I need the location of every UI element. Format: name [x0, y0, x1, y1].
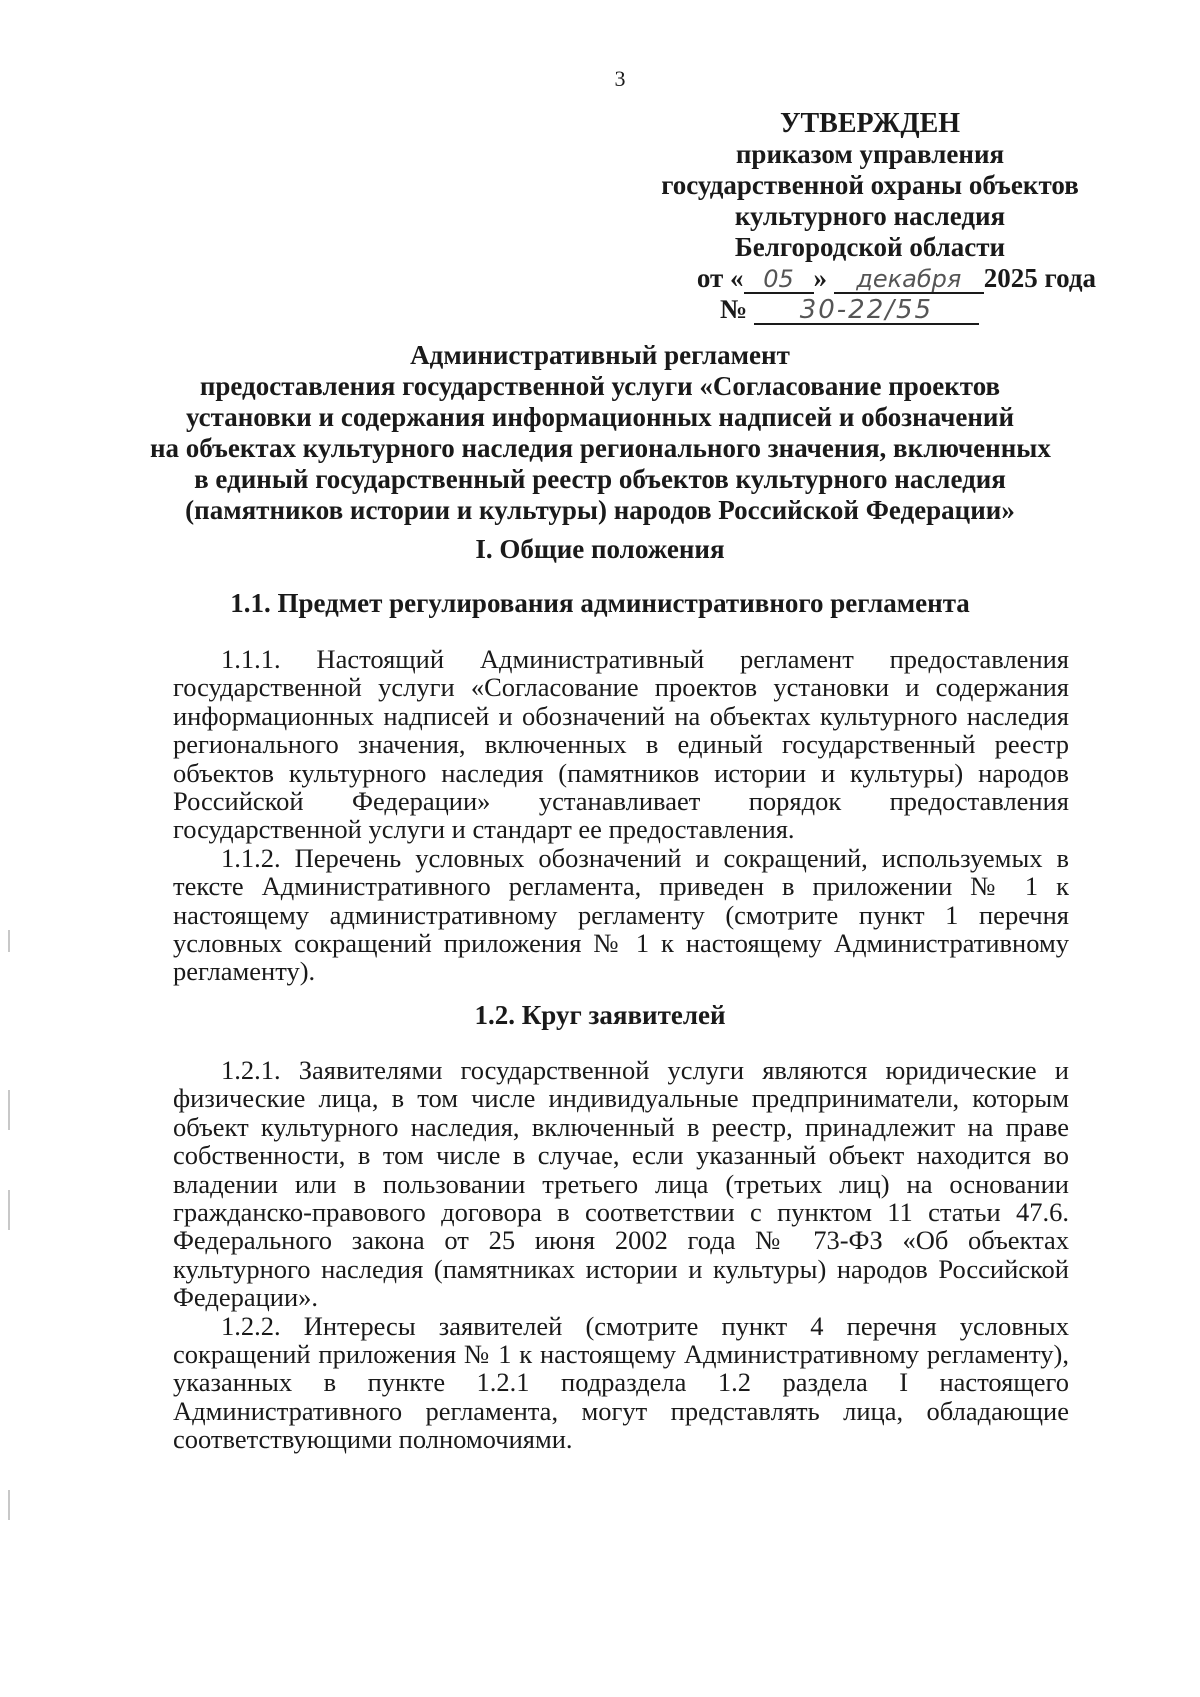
title-line-2: предоставления государственной услуги «Согласование проектов: [199, 371, 1001, 401]
date-prefix: от «: [696, 263, 744, 293]
section-heading-general: I. Общие положения: [475, 534, 725, 564]
paragraph-1-1-1: 1.1.1. Настоящий Административный регламент предоставления государственной услуги «Согласование проектов установки и содержания информационных надписей и обозначений на объектах культурного наследия регионального значения, включенных в единый государственный реестр объектов культурного наследия (памятников истории и культуры) народов Российской Федерации» устанавливает порядок предоставления государственной услуги и стандарт ее предоставления.: [173, 644, 1069, 845]
scan-edge-mark: [8, 1490, 10, 1520]
section-1-2-body: [173, 1056, 1069, 1454]
approval-date: [640, 263, 1100, 294]
paragraph-1-1-2: 1.1.2. Перечень условных обозначений и сокращений, используемых в тексте Административного регламента, приведен в приложении № 1 к настоящему административному регламенту (смотрите пункт 1 перечня условных сокращений приложения № 1 к настоящему Административному регламенту).: [173, 842, 1069, 987]
approval-line-1: приказом управления: [735, 139, 1005, 169]
approval-number: [640, 294, 1100, 325]
date-mid: »: [813, 263, 828, 293]
approval-line-3: культурного наследия: [734, 201, 1006, 231]
title-line-6: (памятников истории и культуры) народов Российской Федерации»: [185, 495, 1015, 525]
title-line-4: на объектах культурного наследия регионального значения, включенных: [150, 433, 1051, 463]
title-line-3: установки и содержания информационных надписей и обозначений: [185, 402, 1015, 432]
approval-line-4: Белгородской области: [734, 232, 1006, 262]
section-1-1-body: [173, 645, 1069, 986]
section-heading-subject: 1.1. Предмет регулирования административного регламента: [230, 588, 970, 618]
date-suffix: 2025 года: [983, 263, 1096, 293]
approval-stamp-block: [640, 108, 1100, 325]
document-title: [150, 340, 1050, 526]
paragraph-1-2-1: 1.2.1. Заявителями государственной услуги являются юридические и физические лица, в том числе индивидуальные предприниматели, которым объект культурного наследия, включенный в реестр, принадлежит на праве собственности, в том числе в случае, если указанный объект находится во владении или в пользовании третьего лица (третьих лиц) на основании гражданско-правового договора в соответствии с пунктом 11 статьи 47.6. Федерального закона от 25 июня 2002 года № 73-ФЗ «Об объектах культурного наследия (памятниках истории и культуры) народов Российской Федерации».: [173, 1055, 1069, 1313]
scan-edge-mark: [8, 930, 10, 952]
scan-edge-mark: [8, 1090, 10, 1130]
approved-heading: УТВЕРЖДЕН: [779, 108, 961, 139]
scan-edge-mark: [8, 1190, 10, 1230]
title-line-5: в единый государственный реестр объектов культурного наследия: [194, 464, 1006, 494]
title-line-1: Административный регламент: [410, 340, 790, 370]
section-heading-applicants: 1.2. Круг заявителей: [474, 1000, 726, 1030]
date-day-handwritten: 05: [744, 266, 814, 294]
order-number-handwritten: 30-22/55: [754, 297, 979, 325]
date-month-handwritten: декабря: [834, 266, 984, 294]
paragraph-1-2-2: 1.2.2. Интересы заявителей (смотрите пункт 4 перечня условных сокращений приложения № 1 к настоящему Административному регламенту), указанных в пункте 1.2.1 подраздела 1.2 раздела I настоящего Административного регламента, могут представлять лица, обладающие соответствующими полномочиями.: [173, 1310, 1069, 1455]
approval-line-2: государственной охраны объектов: [661, 170, 1079, 200]
number-prefix: №: [720, 294, 748, 324]
page-number: 3: [614, 66, 626, 91]
